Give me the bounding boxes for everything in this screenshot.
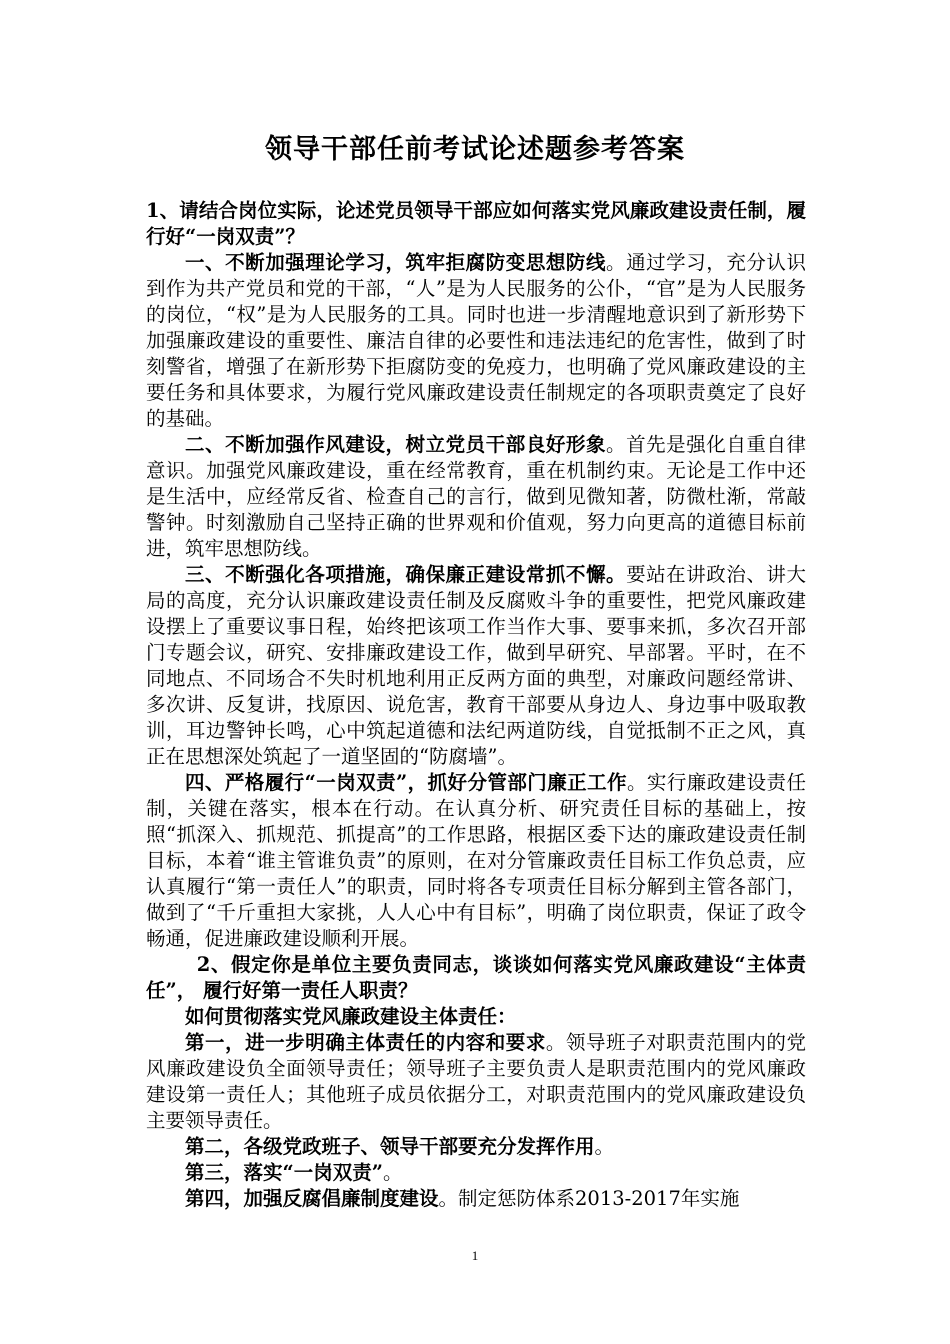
answer-paragraph-3 <box>146 562 806 770</box>
paragraph-text: 。制定惩防体系2013-2017年实施 <box>438 1187 740 1210</box>
paragraph-text: 。通过学习，充分认识到作为共产党员和党的干部，“人”是为人民服务的公仆，“官”是为人民服务的岗位，“权”是为人民服务的工具。同时也进一步清醒地意识到了新形势下加强廉政建设的重要性、廉洁自律的必要性和违法违纪的危害性，做到了时刻警省，增强了在新形势下拒腐防变的免疫力，也明确了党风廉政建设的主要任务和具体要求，为履行党风廉政建设责任制规定的各项职责奠定了良好的基础。 <box>146 251 806 430</box>
answer-paragraph-1 <box>146 250 806 432</box>
question-2-point-1 <box>146 1030 806 1134</box>
paragraph-text: 。实行廉政建设责任制，关键在落实，根本在行动。在认真分析、研究责任目标的基础上，按照“抓深入、抓规范、抓提高”的工作思路，根据区委下达的廉政建设责任制目标，本着“谁主管谁负责”的原则，在对分管廉政责任目标工作负总责，应认真履行“第一责任人”的职责，同时将各专项责任目标分解到主管各部门，做到了“千斤重担大家挑，人人心中有目标”，明确了岗位职责，保证了政令畅通，促进廉政建设顺利开展。 <box>146 771 806 950</box>
document-body <box>146 198 806 1212</box>
question-1: 1、请结合岗位实际，论述党员领导干部应如何落实党风廉政建设责任制，履行好“一岗双责”？ <box>146 199 806 248</box>
paragraph-heading: 第一，进一步明确主体责任的内容和要求 <box>185 1031 546 1054</box>
paragraph-heading: 第三，落实“一岗双责” <box>185 1161 383 1184</box>
question-2-point-2 <box>146 1134 806 1160</box>
question-2: 2、假定你是单位主要负责同志，谈谈如何落实党风廉政建设“主体责任”， 履行好第一责任人职责？ <box>146 953 806 1002</box>
answer-paragraph-2 <box>146 432 806 562</box>
paragraph-heading: 三、不断强化各项措施，确保廉正建设常抓不懈。 <box>185 563 627 586</box>
intro-text: 如何贯彻落实党风廉政建设主体责任： <box>185 1005 517 1028</box>
question-2-point-4 <box>146 1186 806 1212</box>
paragraph-heading: 一、不断加强理论学习，筑牢拒腐防变思想防线 <box>185 251 607 274</box>
paragraph-text: 。 <box>594 1135 615 1158</box>
answer-paragraph-4 <box>146 770 806 952</box>
question-2-point-3 <box>146 1160 806 1186</box>
question-2-intro <box>146 1004 806 1030</box>
paragraph-text: 。领导班子对职责范围内的党风廉政建设负全面领导责任；领导班子主要负责人是职责范围内的党风廉政建设第一责任人；其他班子成员依据分工，对职责范围内的党风廉政建设负主要领导责任。 <box>146 1031 806 1132</box>
paragraph-text: 。 <box>382 1161 403 1184</box>
paragraph-text: 。首先是强化自重自律意识。加强党风廉政建设，重在经常教育，重在机制约束。无论是工作中还是生活中，应经常反省、检查自己的言行，做到见微知著，防微杜渐，常敲警钟。时刻激励自己坚持正确的世界观和价值观，努力向更高的道德目标前进，筑牢思想防线。 <box>146 433 806 560</box>
paragraph-text: 要站在讲政治、讲大局的高度，充分认识廉政建设责任制及反腐败斗争的重要性，把党风廉政建设摆上了重要议事日程，始终把该项工作当作大事、要事来抓，多次召开部门专题会议，研究、安排廉政建设工作，做到早研究、早部署。平时，在不同地点、不同场合不失时机地利用正反两方面的典型，对廉政问题经常讲、多次讲、反复讲，找原因、说危害，教育干部要从身边人、身边事中吸取教训，耳边警钟长鸣，心中筑起道德和法纪两道防线，自觉抵制不正之风，真正在思想深处筑起了一道坚固的“防腐墙”。 <box>146 563 806 768</box>
document-title: 领导干部任前考试论述题参考答案 <box>265 134 685 165</box>
paragraph-heading: 第四，加强反腐倡廉制度建设 <box>185 1187 439 1210</box>
paragraph-heading: 四、严格履行“一岗双责”，抓好分管部门廉正工作 <box>185 771 627 794</box>
paragraph-heading: 二、不断加强作风建设，树立党员干部良好形象 <box>185 433 607 456</box>
paragraph-heading: 第二，各级党政班子、领导干部要充分发挥作用 <box>185 1135 595 1158</box>
page-number: 1 <box>471 1248 479 1263</box>
